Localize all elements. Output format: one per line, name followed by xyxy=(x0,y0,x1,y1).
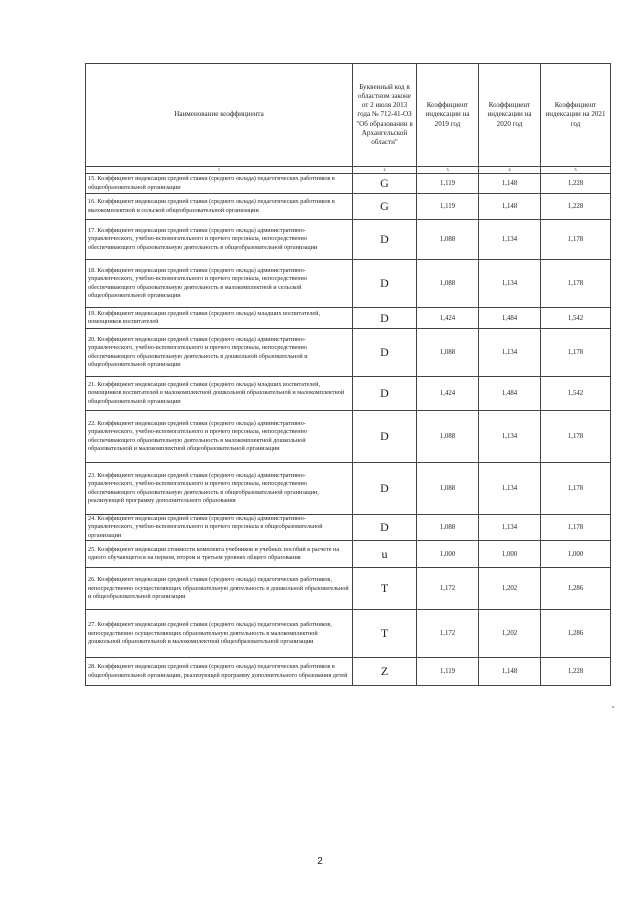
column-number: 5 xyxy=(541,167,611,174)
value-2020: 1,134 xyxy=(479,329,541,377)
letter-code: u xyxy=(353,541,417,568)
value-2019: 1,000 xyxy=(417,541,479,568)
table-row xyxy=(86,260,611,308)
table-row xyxy=(86,541,611,568)
value-2019: 1,172 xyxy=(417,610,479,658)
value-2020: 1,484 xyxy=(479,308,541,329)
letter-code: Z xyxy=(353,658,417,686)
table-row xyxy=(86,194,611,220)
coefficient-name: 21. Коэффициент индексации средней ставки (среднего оклада) младших воспитателей, помощников воспитателей в малокомплектной дошкольной образовательной и малокомплектной общеобразовательной организации xyxy=(86,377,353,411)
value-2021: 1,178 xyxy=(541,260,611,308)
value-2020: 1,484 xyxy=(479,377,541,411)
value-2020: 1,148 xyxy=(479,658,541,686)
page-number: 2 xyxy=(317,856,323,867)
value-2020: 1,000 xyxy=(479,541,541,568)
letter-code: D xyxy=(353,463,417,515)
coefficient-name: 27. Коэффициент индексации средней ставки (среднего оклада) педагогических работников, непосредственно осуществляющих образовательную деятельность в малокомплектной дошкольной образовательной и малокомплектной общеобразовательной организации xyxy=(86,610,353,658)
header-2019: Коэффициент индексации на 2019 год xyxy=(417,64,479,167)
column-number: 2 xyxy=(353,167,417,174)
value-2020: 1,202 xyxy=(479,610,541,658)
header-2020: Коэффициент индексации на 2020 год xyxy=(479,64,541,167)
coefficient-name: 23. Коэффициент индексации средней ставки (среднего оклада) административно-управленческого, учебно-вспомогательного и прочего персонала, непосредственно обеспечивающего образовательную деятельность в общеобразовательной организации, реализующей программу дополнительного образования xyxy=(86,463,353,515)
value-2021: 1,228 xyxy=(541,194,611,220)
coefficient-name: 26. Коэффициент индексации средней ставки (среднего оклада) педагогических работников, непосредственно осуществляющих образовательную деятельность в дошкольной образовательной и общеобразовательной организации xyxy=(86,568,353,610)
value-2021: 1,228 xyxy=(541,174,611,194)
table-row xyxy=(86,515,611,541)
value-2021: 1,286 xyxy=(541,568,611,610)
value-2021: 1,178 xyxy=(541,463,611,515)
value-2020: 1,134 xyxy=(479,260,541,308)
value-2021: 1,178 xyxy=(541,515,611,541)
value-2019: 1,424 xyxy=(417,377,479,411)
coefficient-name: 22. Коэффициент индексации средней ставки (среднего оклада) административно-управленческого, учебно-вспомогательного и прочего персонала, непосредственно обеспечивающего образовательную деятельность в малокомплектной дошкольной образовательной и малокомплектной общеобразовательной организации xyxy=(86,411,353,463)
letter-code: D xyxy=(353,515,417,541)
value-2019: 1,088 xyxy=(417,220,479,260)
header-name: Наименование коэффициента xyxy=(86,64,353,167)
letter-code: T xyxy=(353,610,417,658)
coefficient-name: 17. Коэффициент индексации средней ставки (среднего оклада) административно-управленческого, учебно-вспомогательного и прочего персонала, непосредственно обеспечивающего образовательную деятельность в общеобразовательной организации xyxy=(86,220,353,260)
letter-code: D xyxy=(353,220,417,260)
header-2021: Коэффициент индексации на 2021 год xyxy=(541,64,611,167)
value-2019: 1,172 xyxy=(417,568,479,610)
coefficient-name: 15. Коэффициент индексации средней ставки (среднего оклада) педагогических работников в общеобразовательной организации xyxy=(86,174,353,194)
column-numbers-row xyxy=(86,167,611,174)
value-2021: 1,228 xyxy=(541,658,611,686)
column-number: 3 xyxy=(417,167,479,174)
table-row xyxy=(86,610,611,658)
value-2019: 1,088 xyxy=(417,463,479,515)
table-row xyxy=(86,411,611,463)
letter-code: D xyxy=(353,308,417,329)
table-body xyxy=(86,174,611,686)
value-2021: 1,286 xyxy=(541,610,611,658)
coefficient-name: 28. Коэффициент индексации средней ставки (среднего оклада) педагогических работников в общеобразовательной организации, реализующей программу дополнительного образования детей xyxy=(86,658,353,686)
coefficient-name: 19. Коэффициент индексации средней ставки (среднего оклада) младших воспитателей, помощников воспитателей xyxy=(86,308,353,329)
letter-code: T xyxy=(353,568,417,610)
coefficient-name: 18. Коэффициент индексации средней ставки (среднего оклада) административно-управленческого, учебно-вспомогательного и прочего персонала, непосредственно обеспечивающего образовательную деятельность в малокомплектной и сельской общеобразовательной организации xyxy=(86,260,353,308)
coefficient-name: 20. Коэффициент индексации средней ставки (среднего оклада) административно-управленческого, учебно-вспомогательного и прочего персонала, непосредственно обеспечивающего образовательную деятельность в дошкольной образовательной и общеобразовательной организации xyxy=(86,329,353,377)
letter-code: G xyxy=(353,194,417,220)
value-2019: 1,088 xyxy=(417,411,479,463)
value-2019: 1,088 xyxy=(417,260,479,308)
value-2021: 1,178 xyxy=(541,329,611,377)
value-2021: 1,178 xyxy=(541,411,611,463)
letter-code: D xyxy=(353,377,417,411)
column-number: 4 xyxy=(479,167,541,174)
value-2019: 1,088 xyxy=(417,515,479,541)
value-2019: 1,119 xyxy=(417,658,479,686)
header-code: Буквенный код в областном законе от 2 июля 2013 года № 712-41-ОЗ "Об образовании в Архангельской области" xyxy=(353,64,417,167)
value-2020: 1,134 xyxy=(479,411,541,463)
coefficient-name: 24. Коэффициент индексации средней ставки (среднего оклада) административно-управленческого, учебно-вспомогательного и прочего персонала в общеобразовательной организации xyxy=(86,515,353,541)
value-2019: 1,424 xyxy=(417,308,479,329)
letter-code: D xyxy=(353,260,417,308)
table-row xyxy=(86,377,611,411)
value-2020: 1,134 xyxy=(479,463,541,515)
value-2021: 1,000 xyxy=(541,541,611,568)
value-2019: 1,119 xyxy=(417,174,479,194)
value-2021: 1,542 xyxy=(541,377,611,411)
coefficients-table xyxy=(85,63,611,686)
value-2020: 1,202 xyxy=(479,568,541,610)
letter-code: D xyxy=(353,329,417,377)
table-row xyxy=(86,308,611,329)
letter-code: G xyxy=(353,174,417,194)
value-2020: 1,148 xyxy=(479,194,541,220)
value-2020: 1,148 xyxy=(479,174,541,194)
table-row xyxy=(86,463,611,515)
value-2019: 1,119 xyxy=(417,194,479,220)
value-2021: 1,178 xyxy=(541,220,611,260)
value-2020: 1,134 xyxy=(479,220,541,260)
value-2021: 1,542 xyxy=(541,308,611,329)
table-row xyxy=(86,174,611,194)
column-number: 1 xyxy=(86,167,353,174)
table-row xyxy=(86,568,611,610)
table-row xyxy=(86,658,611,686)
coefficient-name: 16. Коэффициент индексации средней ставки (среднего оклада) педагогических работников в малокомплектной и сельской общеобразовательной организации xyxy=(86,194,353,220)
table-row xyxy=(86,329,611,377)
table-header-row xyxy=(86,64,611,167)
stray-mark: » xyxy=(612,705,615,710)
coefficient-name: 25. Коэффициент индексации стоимости комплекта учебников и учебных пособий в расчете на одного обучающегося на первом, втором и третьем уровнях общего образования xyxy=(86,541,353,568)
value-2020: 1,134 xyxy=(479,515,541,541)
letter-code: D xyxy=(353,411,417,463)
table-row xyxy=(86,220,611,260)
value-2019: 1,088 xyxy=(417,329,479,377)
